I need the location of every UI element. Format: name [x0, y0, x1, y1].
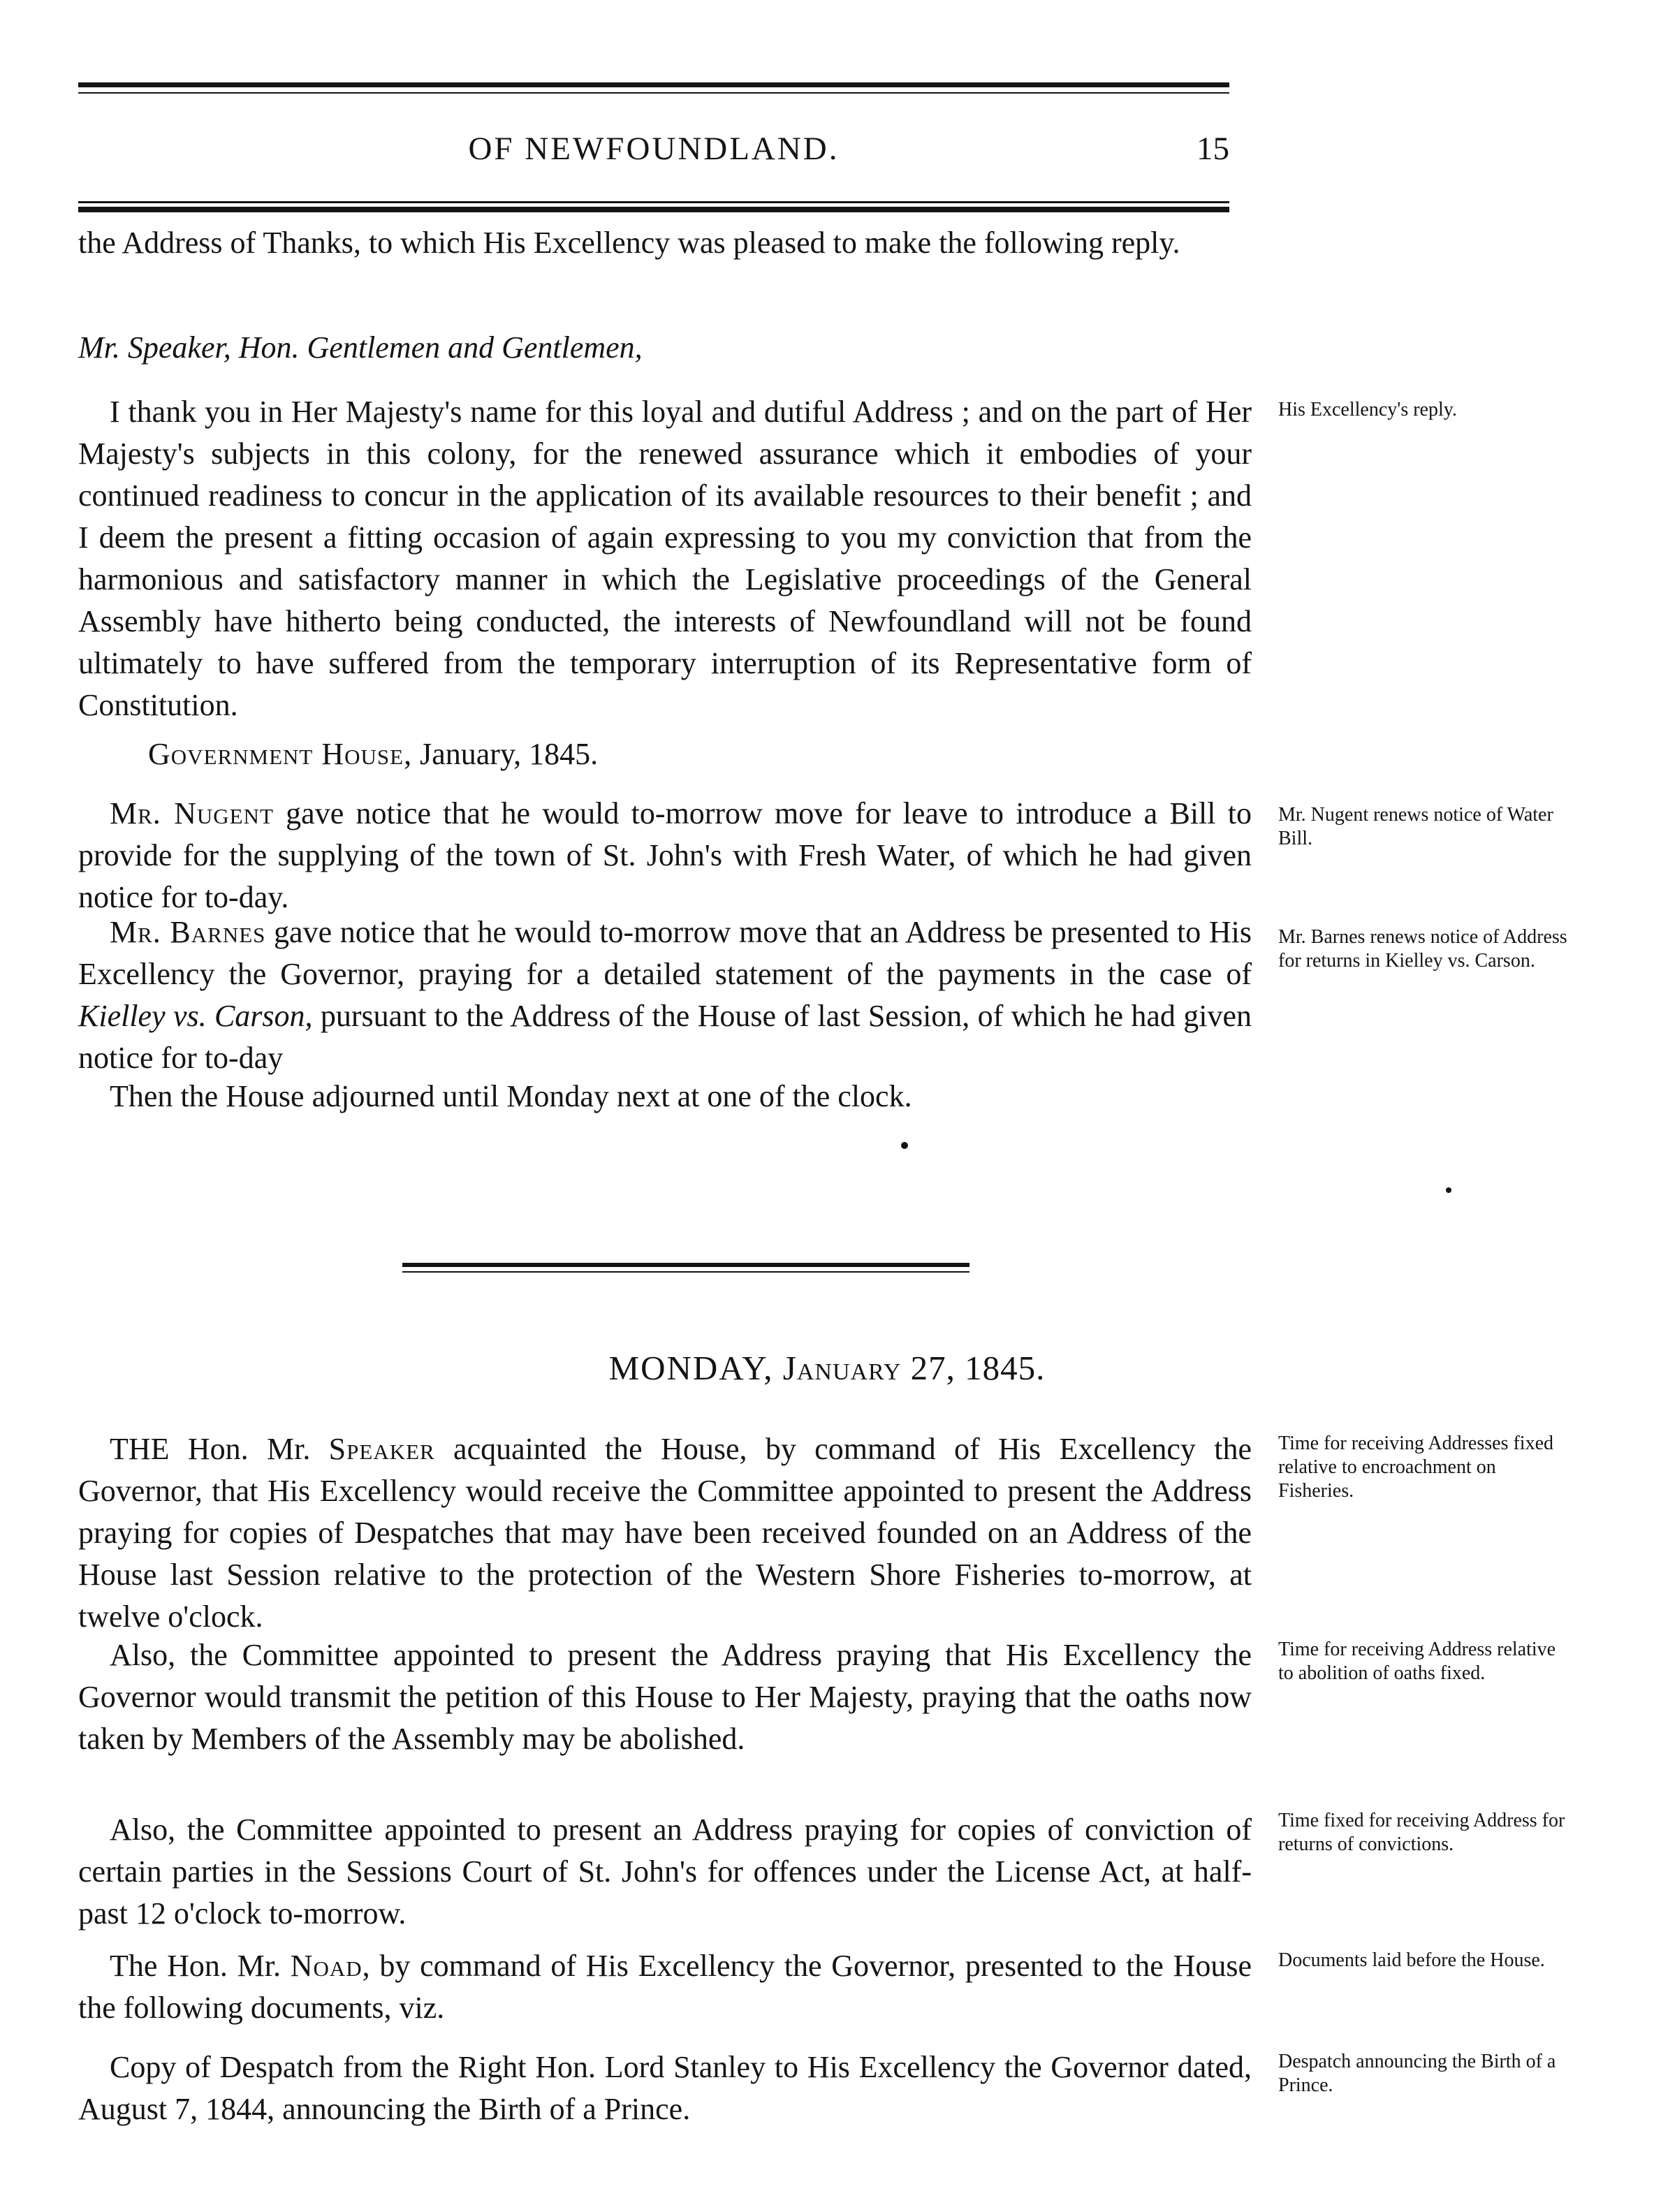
margin-note-oaths: Time for receiving Address relative to abolition of oaths fixed. [1278, 1639, 1556, 1684]
top-rule [78, 82, 1229, 87]
excellency-reply: I thank you in Her Majesty's name for this loyal and dutiful Address ; and on the part of Her Majesty's subjects in this colony, for the renewed assurance which it embodies of your continued readiness to concur in the application of its available resources to their benefit ; and I deem the present a fitting occasion of again expressing to you my conviction that from the harmonious and satisfactory manner in which the Legislative proceedings of the General Assembly have hitherto being conducted, the interests of Newfoundland will not be found ultimately to have suffered from the temporary interruption of its Representative form of Constitution. [78, 395, 1252, 722]
dateline-day: MONDAY, [608, 1349, 774, 1387]
salutation: Mr. Speaker, Hon. Gentlemen and Gentlemen, [78, 330, 643, 365]
dateline-date: January 27, 1845. [773, 1349, 1046, 1387]
noad-name: Noad [290, 1949, 363, 1983]
margin-note-nugent: Mr. Nugent renews notice of Water Bill. [1278, 804, 1553, 849]
page-number: 15 [1196, 131, 1229, 167]
noad-lead: The Hon. Mr. [110, 1949, 291, 1983]
section-divider [402, 1263, 969, 1267]
barnes-name: Mr. Barnes [110, 915, 266, 949]
ink-speck [901, 1142, 908, 1149]
nugent-name: Mr. Nugent [110, 796, 274, 830]
noad-text: , by command of His Excellency the Governor, presented to the House the following documents, viz. [78, 1949, 1252, 2025]
running-header [78, 124, 1229, 173]
margin-note-documents: Documents laid before the House. [1278, 1949, 1545, 1971]
margin-note-fisheries: Time for receiving Addresses fixed relative to encroachment on Fisheries. [1278, 1433, 1553, 1502]
signoff-date: January, 1845. [412, 737, 599, 771]
barnes-case: Kielley vs. Carson, [78, 999, 313, 1033]
header-rule [78, 207, 1229, 212]
nugent-notice [78, 793, 1252, 918]
signoff [78, 733, 1252, 775]
noad-documents [78, 1945, 1252, 2029]
speaker-text: acquainted the House, by command of His Excellency the Governor, that His Excellency would receive the Committee appointed to present the Address praying for copies of Despatches that may have been received founded on an Address of the House last Session relative to the protection of the Western Shore Fisheries to-morrow, at twelve o'clock. [78, 1432, 1252, 1634]
margin-note-barnes: Mr. Barnes renews notice of Address for returns in Kielley vs. Carson. [1278, 926, 1567, 972]
adjournment: Then the House adjourned until Monday next at one of the clock. [110, 1079, 912, 1113]
header-rule-thin [78, 201, 1229, 203]
barnes-notice [78, 911, 1252, 1079]
barnes-text-2: pursuant to the Address of the House of last Session, of which he had given notice for to-day [78, 999, 1252, 1075]
speaker-lead: THE Hon. Mr. [110, 1432, 329, 1466]
committee-convictions: Also, the Committee appointed to present an Address praying for copies of conviction of certain parties in the Sessions Court of St. John's for offences under the License Act, at half-past 12 o'clock to-morrow. [78, 1812, 1252, 1931]
section-divider-thin [402, 1271, 969, 1273]
committee-oaths: Also, the Committee appointed to present the Address praying that His Excellency the Governor would transmit the petition of this House to Her Majesty, praying that the oaths now taken by Members of the Assembly may be abolished. [78, 1638, 1252, 1756]
paragraph-address-of-thanks: the Address of Thanks, to which His Excellency was pleased to make the following reply. [78, 226, 1180, 260]
margin-note-reply: His Excellency's reply. [1278, 399, 1457, 420]
speaker-name: Speaker [328, 1432, 435, 1466]
barnes-text-1: gave notice that he would to-morrow move that an Address be presented to His Excellency the Governor, praying for a detailed statement of the payments in the case of [78, 915, 1252, 991]
running-title: OF NEWFOUNDLAND. [468, 131, 840, 167]
nugent-text: gave notice that he would to-morrow move for leave to introduce a Bill to provide for the supplying of the town of St. John's with Fresh Water, of which he had given notice for to-day. [78, 796, 1252, 914]
signoff-place: Government House, [148, 737, 413, 771]
top-rule-thin [78, 92, 1229, 94]
section-dateline [0, 1348, 1654, 1388]
speaker-announcement [78, 1428, 1252, 1638]
margin-note-prince: Despatch announcing the Birth of a Prince. [1278, 2051, 1556, 2096]
ink-speck [1446, 1187, 1451, 1193]
despatch-copy: Copy of Despatch from the Right Hon. Lord Stanley to His Excellency the Governor dated, August 7, 1844, announcing the Birth of a Prince. [78, 2050, 1252, 2126]
margin-note-convictions: Time fixed for receiving Address for returns of convictions. [1278, 1810, 1565, 1855]
